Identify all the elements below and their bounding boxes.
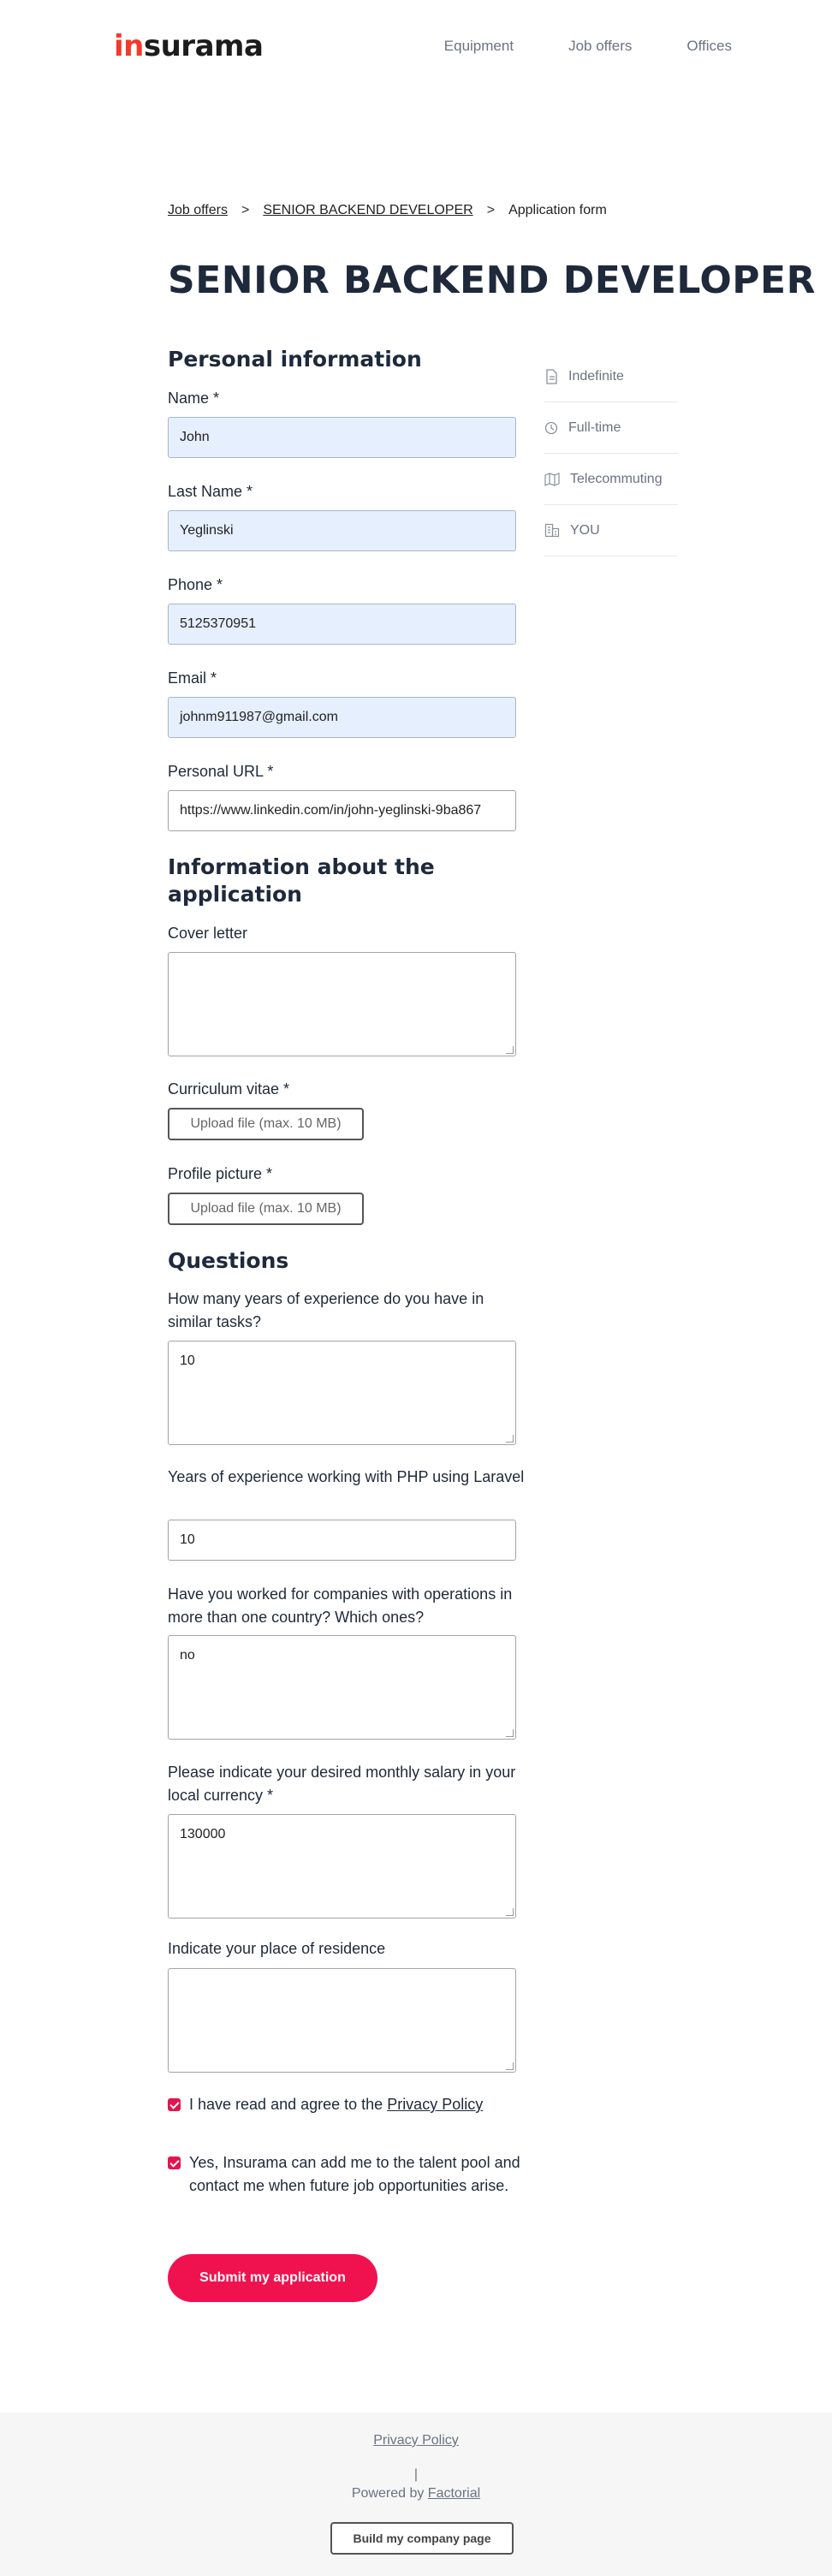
building-icon <box>544 523 560 538</box>
profile-picture-upload-button[interactable]: Upload file (max. 10 MB) <box>168 1193 364 1225</box>
cv-label: Curriculum vitae * <box>168 1080 290 1098</box>
profile-picture-label: Profile picture * <box>168 1165 273 1182</box>
name-input[interactable]: John <box>168 417 516 458</box>
breadcrumb-current: Application form <box>508 203 607 217</box>
privacy-policy-link[interactable]: Privacy Policy <box>387 2096 484 2113</box>
privacy-checkbox[interactable] <box>168 2098 181 2111</box>
resize-handle[interactable] <box>506 1729 514 1737</box>
job-detail-remote <box>544 454 678 505</box>
application-info-heading: Information about the application <box>168 854 435 907</box>
job-detail-label: Telecommuting <box>570 471 663 486</box>
email-label: Email * <box>168 669 217 687</box>
job-detail-label: YOU <box>570 522 600 538</box>
cover-letter-label: Cover letter <box>168 925 248 942</box>
cover-letter-textarea[interactable] <box>168 952 516 1056</box>
talent-pool-text: Yes, Insurama can add me to the talent pool and contact me when future job opportunities arise. <box>189 2154 520 2194</box>
factorial-link[interactable]: Factorial <box>427 2486 481 2501</box>
breadcrumb-separator: > <box>486 203 496 217</box>
map-icon <box>544 473 560 486</box>
footer-privacy <box>0 2433 832 2448</box>
question-label: Years of experience working with PHP using Laravel <box>168 1468 525 1485</box>
privacy-consent-text: I have read and agree to the Privacy Policy <box>189 2096 484 2113</box>
email-input[interactable]: johnm911987@gmail.com <box>168 697 516 738</box>
breadcrumb <box>168 203 607 218</box>
job-detail-label: Full-time <box>568 419 621 435</box>
job-detail-office <box>544 505 678 556</box>
name-label: Name * <box>168 390 220 407</box>
breadcrumb-job-offers[interactable]: Job offers <box>168 203 228 217</box>
last-name-input[interactable]: Yeglinski <box>168 510 516 551</box>
nav-job-offers[interactable]: Job offers <box>568 38 633 54</box>
company-logo[interactable]: insurama <box>114 29 264 63</box>
breadcrumb-separator: > <box>241 203 250 217</box>
breadcrumb-job-title[interactable]: SENIOR BACKEND DEVELOPER <box>263 203 473 217</box>
footer-powered-by: Powered by Factorial <box>351 2486 481 2501</box>
footer-privacy-link[interactable]: Privacy Policy <box>373 2433 459 2448</box>
question-label: Please indicate your desired monthly salary in your local currency * <box>168 1764 516 1804</box>
phone-label: Phone * <box>168 576 223 593</box>
question-php-laravel-input[interactable]: 10 <box>168 1520 516 1561</box>
footer-divider: | <box>413 2467 419 2482</box>
question-international-textarea[interactable]: no <box>168 1635 516 1740</box>
resize-handle[interactable] <box>506 2062 514 2070</box>
job-detail-label: Indefinite <box>568 368 624 384</box>
last-name-label: Last Name * <box>168 483 253 500</box>
resize-handle[interactable] <box>506 1435 514 1443</box>
talent-pool-checkbox[interactable] <box>168 2157 181 2169</box>
build-company-page-button[interactable]: Build my company page <box>330 2522 514 2555</box>
resize-handle[interactable] <box>506 1908 514 1916</box>
personal-info-heading: Personal information <box>168 347 422 372</box>
job-details-sidebar <box>544 351 678 556</box>
clock-icon <box>544 421 558 435</box>
nav-offices[interactable]: Offices <box>686 38 732 54</box>
top-nav <box>444 38 732 55</box>
question-experience-textarea[interactable]: 10 <box>168 1341 516 1445</box>
nav-equipment[interactable]: Equipment <box>443 38 514 54</box>
page-title: SENIOR BACKEND DEVELOPER <box>168 259 816 302</box>
questions-heading: Questions <box>168 1248 289 1273</box>
job-detail-contract <box>544 351 678 402</box>
site-header <box>0 0 832 94</box>
personal-url-label: Personal URL * <box>168 763 274 780</box>
resize-handle[interactable] <box>506 1046 514 1054</box>
question-salary-textarea[interactable]: 130000 <box>168 1814 516 1919</box>
cv-upload-button[interactable]: Upload file (max. 10 MB) <box>168 1108 364 1140</box>
document-icon <box>544 369 558 384</box>
phone-input[interactable]: 5125370951 <box>168 604 516 645</box>
talent-pool-consent <box>168 2151 527 2198</box>
question-label: How many years of experience do you have in similar tasks? <box>168 1290 484 1330</box>
privacy-consent <box>168 2093 527 2116</box>
question-label: Have you worked for companies with operations in more than one country? Which ones? <box>168 1585 513 1626</box>
submit-application-button[interactable]: Submit my application <box>168 2254 377 2302</box>
question-label: Indicate your place of residence <box>168 1940 386 1957</box>
question-residence-textarea[interactable] <box>168 1968 516 2073</box>
site-footer <box>0 2412 832 2576</box>
personal-url-input[interactable]: https://www.linkedin.com/in/john-yeglinski-9ba867 <box>168 790 516 831</box>
job-detail-schedule <box>544 402 678 454</box>
